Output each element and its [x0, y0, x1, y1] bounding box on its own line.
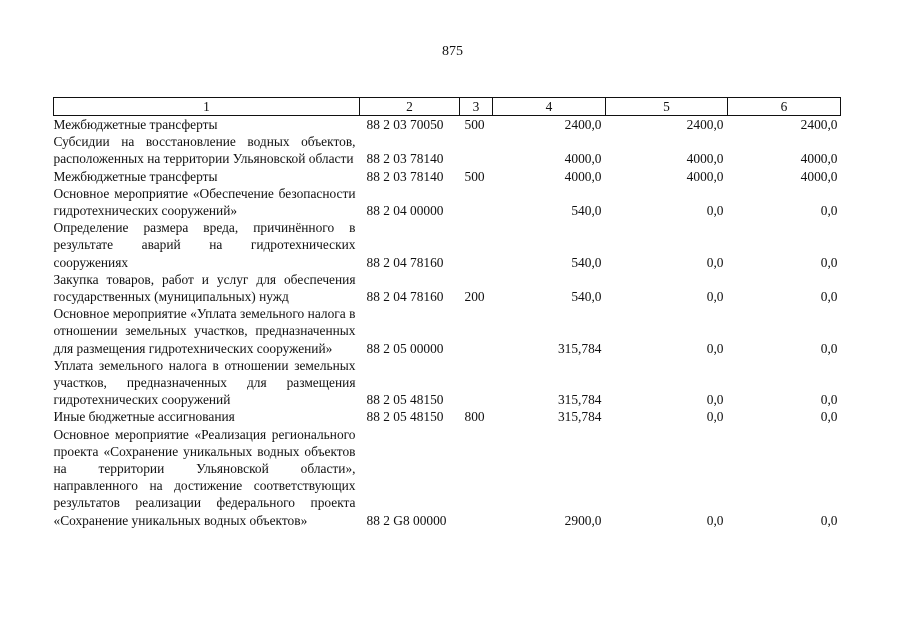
row-value-col4-cell: 540,0	[571, 254, 602, 270]
table-row	[54, 116, 841, 134]
table-row	[54, 133, 841, 167]
row-value-col5-cell: 0,0	[706, 254, 724, 270]
row-name-cell: Основное мероприятие «Уплата земельного налога в отношении земельных участков, предназначенных для размещения гидротехнических сооружений»	[53, 306, 356, 356]
row-value-col4-cell: 315,784	[557, 340, 602, 356]
row-expense-type-cell: 500	[464, 117, 485, 132]
row-value-col4-cell: 540,0	[571, 289, 602, 305]
row-expense-type-cell	[460, 133, 493, 167]
row-code-cell: 88 2 03 78140	[366, 151, 444, 167]
column-header-2: 2	[360, 98, 460, 116]
column-header-3: 3	[460, 98, 493, 116]
row-expense-type-cell	[460, 219, 493, 271]
row-code-cell: 88 2 05 48150	[366, 392, 444, 408]
row-name-cell: Иные бюджетные ассигнования	[53, 409, 235, 425]
row-value-col4-cell: 2400,0	[564, 117, 602, 132]
column-header-4: 4	[493, 98, 606, 116]
row-expense-type-cell: 800	[464, 409, 485, 425]
table-row	[54, 305, 841, 357]
row-code-cell: 88 2 03 78140	[366, 168, 444, 184]
row-value-col4-cell: 315,784	[557, 409, 602, 425]
row-value-col4-cell: 4000,0	[564, 168, 602, 184]
row-value-col5-cell: 0,0	[706, 409, 724, 425]
row-value-col4-cell: 4000,0	[564, 151, 602, 167]
row-expense-type-cell	[460, 357, 493, 409]
row-value-col6-cell: 4000,0	[800, 168, 838, 184]
row-name-cell: Основное мероприятие «Обеспечение безопасности гидротехнических сооружений»	[53, 185, 356, 219]
table-row	[54, 219, 841, 271]
row-expense-type-cell: 200	[464, 289, 485, 305]
row-value-col6-cell: 4000,0	[800, 151, 838, 167]
row-value-col4-cell: 540,0	[571, 203, 602, 219]
row-value-col5-cell: 0,0	[706, 392, 724, 408]
row-code-cell: 88 2 G8 00000	[366, 512, 447, 528]
row-value-col5-cell: 0,0	[706, 340, 724, 356]
row-value-col6-cell: 0,0	[820, 340, 838, 356]
table-row	[54, 271, 841, 305]
row-code-cell: 88 2 03 70050	[366, 117, 444, 132]
row-value-col6-cell: 0,0	[820, 254, 838, 270]
table-row	[54, 168, 841, 185]
row-value-col5-cell: 4000,0	[686, 151, 724, 167]
row-name-cell: Основное мероприятие «Реализация регионального проекта «Сохранение уникальных водных объектов на территории Ульяновской области», направленного на достижение соответствующих результатов реализации федерального проекта «Сохранение уникальных водных объектов»	[53, 426, 356, 528]
row-value-col6-cell: 2400,0	[800, 117, 838, 132]
table-row	[54, 357, 841, 409]
table-row	[54, 408, 841, 425]
row-value-col6-cell: 0,0	[820, 392, 838, 408]
row-name-cell: Субсидии на восстановление водных объектов, расположенных на территории Ульяновской области	[53, 134, 356, 167]
row-expense-type-cell	[460, 185, 493, 219]
row-expense-type-cell	[460, 305, 493, 357]
row-code-cell: 88 2 05 00000	[366, 340, 444, 356]
row-name-cell: Межбюджетные трансферты	[53, 117, 218, 132]
column-header-6: 6	[728, 98, 841, 116]
row-value-col4-cell: 315,784	[557, 392, 602, 408]
row-code-cell: 88 2 05 48150	[366, 409, 444, 425]
row-value-col5-cell: 0,0	[706, 512, 724, 528]
row-value-col5-cell: 2400,0	[686, 117, 724, 132]
row-value-col5-cell: 0,0	[706, 289, 724, 305]
row-name-cell: Определение размера вреда, причинённого в результате аварий на гидротехнических сооружениях	[53, 220, 356, 270]
table-row	[54, 185, 841, 219]
row-value-col6-cell: 0,0	[820, 512, 838, 528]
row-code-cell: 88 2 04 00000	[366, 203, 444, 219]
row-value-col6-cell: 0,0	[820, 409, 838, 425]
budget-table	[53, 97, 841, 529]
row-name-cell: Межбюджетные трансферты	[53, 168, 218, 184]
table-header-row	[54, 98, 841, 116]
row-name-cell: Уплата земельного налога в отношении земельных участков, предназначенных для размещения гидротехнических сооружений	[53, 357, 356, 408]
column-header-5: 5	[606, 98, 728, 116]
row-value-col4-cell: 2900,0	[564, 512, 602, 528]
row-value-col5-cell: 4000,0	[686, 168, 724, 184]
row-code-cell: 88 2 04 78160	[366, 254, 444, 270]
row-value-col6-cell: 0,0	[820, 203, 838, 219]
column-header-1: 1	[54, 98, 360, 116]
row-value-col6-cell: 0,0	[820, 289, 838, 305]
page-number: 875	[442, 44, 463, 59]
table-row	[54, 426, 841, 529]
row-expense-type-cell	[460, 426, 493, 529]
row-expense-type-cell: 500	[464, 168, 485, 184]
table-body	[54, 116, 841, 529]
row-name-cell: Закупка товаров, работ и услуг для обеспечения государственных (муниципальных) нужд	[53, 271, 356, 305]
row-code-cell: 88 2 04 78160	[366, 289, 444, 305]
row-value-col5-cell: 0,0	[706, 203, 724, 219]
